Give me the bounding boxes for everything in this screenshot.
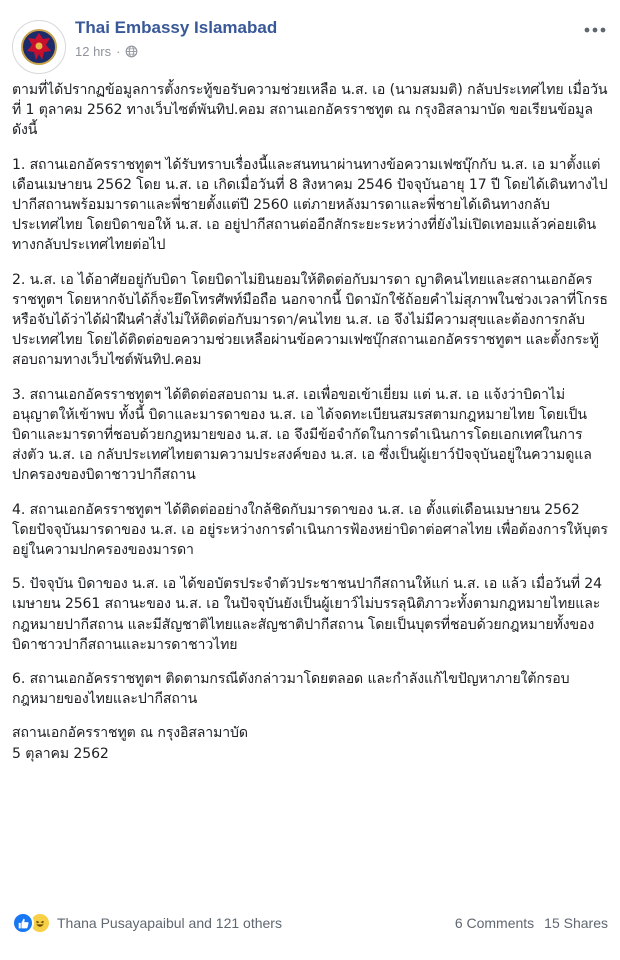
reactors-link[interactable]: Thana Pusayapaibul and 121 others bbox=[57, 915, 282, 931]
page-name-link[interactable]: Thai Embassy Islamabad bbox=[75, 18, 278, 37]
meta-separator: · bbox=[116, 44, 121, 59]
reaction-summary[interactable] bbox=[12, 912, 51, 934]
post-meta bbox=[75, 44, 138, 59]
page-avatar[interactable] bbox=[12, 20, 66, 74]
post-paragraph-3: 3. สถานเอกอัครราชทูตฯ ได้ติดต่อสอบถาม น.ส. เอเพื่อขอเข้าเยี่ยม แต่ น.ส. เอ แจ้งว่าบิดาไม่อนุญาตให้เข้าพบ ทั้งนี้ บิดาและมารดาของ น.ส. เอ ได้จดทะเบียนสมรสตามกฎหมายไทย โดยเป็นบิดาและมารดาที่ชอบด้วยกฎหมายของ น.ส. เอ จึงมีข้อจำกัดในการดำเนินการโดยเอกเทศในการส่งตัว น.ส. เอ กลับประเทศไทยตามความประสงค์ของ น.ส. เอ ซึ่งเป็นผู้เยาว์ปัจจุบันอยู่ในความดูแลปกครองของบิดาชาวปากีสถาน bbox=[12, 386, 592, 484]
post-intro-paragraph: ตามที่ได้ปรากฏข้อมูลการตั้งกระทู้ขอรับความช่วยเหลือ น.ส. เอ (นามสมมติ) กลับประเทศไทย เมื่อวันที่ 1 ตุลาคม 2562 ทางเว็บไซต์พันทิป.คอม สถานเอกอัครราชทูต ณ กรุงอิสลามาบัด ขอเรียนข้อมูล ดังนี้ bbox=[12, 82, 608, 139]
post-paragraph-1: 1. สถานเอกอัครราชทูตฯ ได้รับทราบเรื่องนี้และสนทนาผ่านทางข้อความเฟซบุ๊กกับ น.ส. เอ มาตั้งแต่เดือนเมษายน 2562 โดย น.ส. เอ เกิดเมื่อวันที่ 8 สิงหาคม 2546 ปัจจุบันอายุ 17 ปี โดยได้เดินทางไปปากีสถานพร้อมมารดาและพี่ชายตั้งแต่ปี 2560 แต่ภายหลังมารดาและพี่ชายได้เดินทางกลับประเทศไทย โดยบิดาขอให้ น.ส. เอ อยู่ปากีสถานต่ออีกสักระยะระหว่างที่ยังไม่เปิดเทอมแล้วค่อยเดินทางกลับประเทศไทยต่อไป bbox=[12, 156, 608, 254]
more-options-button[interactable] bbox=[582, 20, 608, 40]
shares-count-link[interactable]: 15 Shares bbox=[544, 915, 608, 931]
post-signature: สถานเอกอัครราชทูต ณ กรุงอิสลามาบัด bbox=[12, 725, 248, 742]
embassy-emblem-icon bbox=[13, 21, 65, 73]
post-paragraph-2: 2. น.ส. เอ ได้อาศัยอยู่กับบิดา โดยบิดาไม่ยินยอมให้ติดต่อกับมารดา ญาติคนไทยและสถานเอกอัครราชทูตฯ โดยหากจับได้ก็จะยึดโทรศัพท์มือถือ นอกจากนี้ บิดามักใช้ถ้อยคำไม่สุภาพในช่วงเวลาที่โกรธหรือจับได้ว่าได้ฝ่าฝืนคำสั่งไม่ให้ติดต่อกับมารดา/คนไทย น.ส. เอ จึงไม่มีความสุขและต้องการกลับประเทศไทย โดยได้ติดต่อขอความช่วยเหลือผ่านข้อความเฟซบุ๊กสถานเอกอัครราชทูตฯ และตั้งกระทู้สอบถามทางเว็บไซต์พันทิป.คอม bbox=[12, 271, 608, 369]
post-date: 5 ตุลาคม 2562 bbox=[12, 745, 109, 762]
post-paragraph-4: 4. สถานเอกอัครราชทูตฯ ได้ติดต่ออย่างใกล้ชิดกับมารดาของ น.ส. เอ ตั้งแต่เดือนเมษายน 2562 โดยปัจจุบันมารดาของ น.ส. เอ อยู่ระหว่างการดำเนินการฟ้องหย่าบิดาต่อศาลไทย เพื่อต้องการให้บุตรอยู่ในความปกครองของมารดา bbox=[12, 501, 608, 559]
globe-icon[interactable] bbox=[125, 45, 138, 58]
ellipsis-icon bbox=[584, 27, 606, 33]
like-icon bbox=[12, 912, 34, 934]
post-header bbox=[12, 14, 608, 74]
post-paragraph-5: 5. ปัจจุบัน บิดาของ น.ส. เอ ได้ขอบัตรประจำตัวประชาชนปากีสถานให้แก่ น.ส. เอ แล้ว เมื่อวันที่ 24 เมษายน 2561 สถานะของ น.ส. เอ ในปัจจุบันยังเป็นผู้เยาว์ไม่บรรลุนิติภาวะทั้งตามกฎหมายไทยและกฎหมายปากีสถาน และมีสัญชาติไทยและสัญชาติปากีสถาน โดยเป็นบุตรที่ชอบด้วยกฎหมายทั้งของบิดาชาวปากีสถานและมารดาชาวไทย bbox=[12, 576, 602, 653]
post-body bbox=[12, 80, 608, 764]
post-footer bbox=[12, 906, 608, 940]
post-paragraph-6: 6. สถานเอกอัครราชทูตฯ ติดตามกรณีดังกล่าวมาโดยตลอด และกำลังแก้ไขปัญหาภายใต้กรอบกฎหมายของไทยและปากีสถาน bbox=[12, 671, 570, 708]
comments-count-link[interactable]: 6 Comments bbox=[454, 915, 535, 931]
engagement-counts bbox=[455, 915, 608, 931]
post-timestamp[interactable]: 12 hrs bbox=[75, 44, 112, 59]
